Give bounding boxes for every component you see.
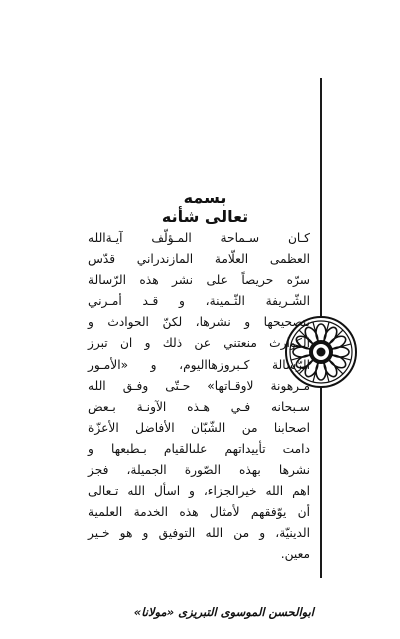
body-line: معين.	[280, 547, 310, 562]
body-line: كـان سـماحة المـؤلّف آيـةالله	[88, 231, 310, 245]
body-paragraph	[88, 228, 310, 566]
body-line: العظمى العلّامة المازندراني قدّس	[88, 252, 310, 267]
body-line: أن يوّفقهم لأمثال هذه الخدمة العلمية	[88, 505, 310, 520]
body-line: مـرهونة لاوقـاتها» حـتّى وفـق الله	[88, 378, 310, 393]
body-line: سرّه حريصاً على نشر هذه الرّسالة	[88, 273, 310, 288]
author-signature: ابوالحسن الموسوی التبریزی «مولانا»	[133, 605, 314, 619]
page-heading: بسمه تعالی شأنه	[161, 188, 249, 226]
body-line: سـبحانه فـي هـذه الآونـة بـعض	[88, 399, 310, 414]
body-line: بتصحيحها و نشرها، لكنّ الحوادث و	[88, 315, 310, 330]
body-line: الشّـريفة الثّـمينة، و قـد أمـرني	[88, 294, 310, 309]
body-line: الدينيّة، و من الله التوفيق و هو خـير	[88, 526, 310, 541]
body-line: الكوارث منعتني عن ذلك و ان تبرز	[88, 336, 310, 351]
body-line: اهم الله خيرالجزاء، و اسأل الله تـعالى	[88, 484, 310, 499]
body-line: دامت تأييداتهم علىالقيام بـطبعها و	[88, 441, 310, 456]
body-line: الرّسالة كـبروزهااليوم، و «الأمـور	[88, 357, 310, 372]
body-line: اصحابنا من الشّبّان الأفاضل الأعزّة	[88, 420, 310, 435]
body-line: نشرها بهذه الصّورة الجميلة، فجز	[88, 463, 310, 478]
